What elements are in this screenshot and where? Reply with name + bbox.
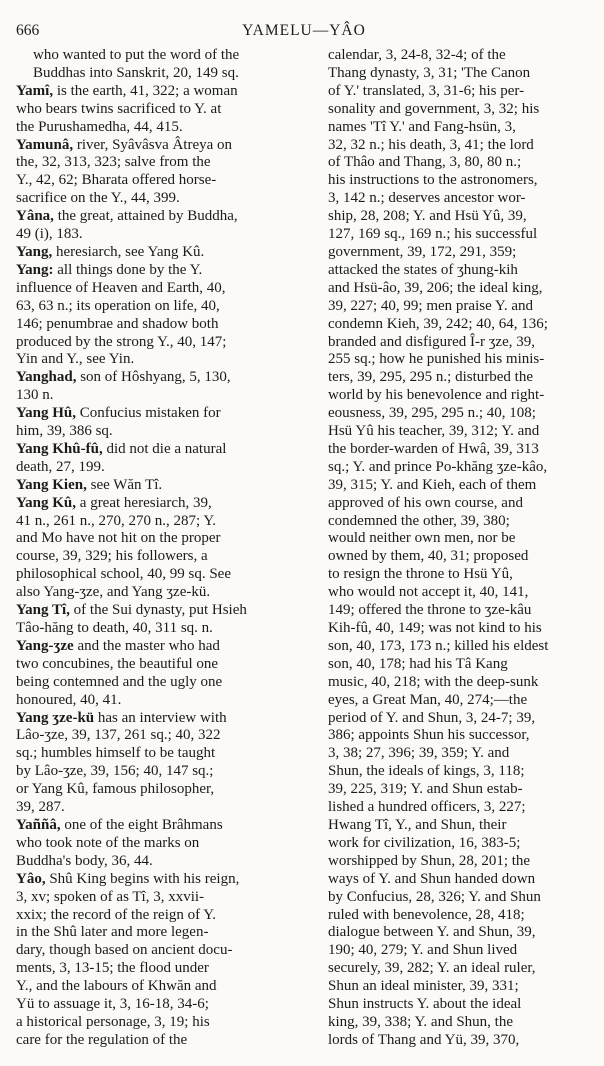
entry-line: by Confucius, 28, 326; Y. and Shun bbox=[328, 888, 541, 905]
entry-text: honoured, 40, 41. bbox=[16, 691, 122, 708]
entry-line: condemned the other, 39, 380; bbox=[328, 512, 510, 529]
index-entry bbox=[16, 405, 297, 441]
entry-line: 3, 38; 27, 396; 39, 359; Y. and bbox=[328, 745, 510, 762]
entry-text: being contemned and the ugly one bbox=[16, 673, 223, 690]
entry-line: to resign the throne to Hsü Yû, bbox=[328, 566, 513, 583]
entry-headword: Yaññâ, bbox=[16, 816, 61, 833]
entry-headword: Yang Hû, bbox=[16, 405, 77, 422]
entry-line: who would not accept it, 40, 141, bbox=[328, 584, 529, 601]
entry-line: king, 39, 338; Y. and Shun, the bbox=[328, 1013, 514, 1030]
page-number: 666 bbox=[16, 22, 40, 39]
index-entry bbox=[16, 495, 297, 602]
entry-text: Y., and the labours of Khwăn and bbox=[16, 978, 217, 995]
entry-text: 41 n., 261 n., 270, 270 n., 287; Y. bbox=[16, 512, 217, 529]
entry-headword: Yang ʒze-kü bbox=[16, 709, 95, 726]
entry-text: and Mo have not hit on the proper bbox=[16, 530, 221, 547]
entry-line: son, 40, 173, 173 n.; killed his eldest bbox=[328, 637, 549, 654]
entry-text: who wanted to put the word of the bbox=[33, 47, 240, 63]
entry-text: all things done by the Y. bbox=[53, 261, 203, 278]
entry-line: lished a hundred officers, 3, 227; bbox=[328, 799, 526, 816]
entry-line: Hsü Yû his teacher, 39, 312; Y. and bbox=[328, 423, 540, 440]
index-entry bbox=[16, 602, 297, 638]
entry-text: 130 n. bbox=[16, 387, 54, 404]
entry-headword: Yang-ʒze bbox=[16, 637, 74, 654]
entry-text: course, 39, 329; his followers, a bbox=[16, 548, 208, 565]
entry-line: 39, 227; 40, 99; men praise Y. and bbox=[328, 297, 533, 314]
entry-headword: Yâo, bbox=[16, 870, 46, 887]
entry-text: is the earth, 41, 322; a woman bbox=[53, 82, 238, 99]
entry-line: ruled with benevolence, 28, 418; bbox=[328, 906, 525, 923]
entry-text: a great heresiarch, 39, bbox=[76, 494, 212, 511]
entry-headword: Yamî, bbox=[16, 82, 54, 99]
entry-line: dialogue between Y. and Shun, 39, bbox=[328, 924, 536, 941]
entry-line: 127, 169 sq., 169 n.; his successful bbox=[328, 226, 538, 243]
entry-headword: Yang Tî, bbox=[16, 602, 70, 619]
entry-text: a historical personage, 3, 19; his bbox=[16, 1013, 210, 1030]
entry-line: Thang dynasty, 3, 31; 'The Canon bbox=[328, 64, 531, 81]
entry-line: world by his benevolence and right- bbox=[328, 387, 545, 404]
entry-line: would neither own men, nor be bbox=[328, 530, 516, 547]
entry-text: Confucius mistaken for bbox=[76, 405, 221, 422]
entry-text: influence of Heaven and Earth, 40, bbox=[16, 279, 226, 296]
entry-line: period of Y. and Shun, 3, 24-7; 39, bbox=[328, 709, 536, 726]
entry-text: one of the eight Brâhmans bbox=[60, 816, 223, 833]
entry-text: philosophical school, 40, 99 sq. See bbox=[16, 566, 231, 583]
entry-line: Shun an ideal minister, 39, 331; bbox=[328, 978, 519, 995]
entry-text: has an interview with bbox=[94, 709, 227, 726]
entry-line: 255 sq.; how he punished his minis- bbox=[328, 351, 545, 368]
entry-line: securely, 39, 282; Y. an ideal ruler, bbox=[328, 960, 536, 977]
entry-headword: Yang Kû, bbox=[16, 494, 77, 511]
entry-line: Shun instructs Y. about the ideal bbox=[328, 996, 522, 1013]
entry-headword: Yang Kien, bbox=[16, 476, 87, 493]
entry-text: ments, 3, 13-15; the flood under bbox=[16, 960, 209, 977]
entry-line: his instructions to the astronomers, bbox=[328, 172, 538, 189]
page-header bbox=[16, 22, 592, 42]
entry-line: and Hsü-âo, 39, 206; the ideal king, bbox=[328, 279, 543, 296]
entry-text: Buddhas into Sanskrit, 20, 149 sq. bbox=[33, 64, 239, 81]
index-entry-continuation bbox=[311, 47, 592, 1050]
entry-line: sonality and government, 3, 32; his bbox=[328, 100, 540, 117]
entry-line: work for civilization, 16, 383-5; bbox=[328, 834, 521, 851]
entry-text: who took note of the marks on bbox=[16, 834, 200, 851]
entry-line: worshipped by Shun, 28, 201; the bbox=[328, 852, 531, 869]
entry-text: 49 (i), 183. bbox=[16, 226, 83, 243]
entry-text: Y., 42, 62; Bharata offered horse- bbox=[16, 172, 217, 189]
entry-text: and the master who had bbox=[73, 637, 220, 654]
entry-line: of Thâo and Thang, 3, 80, 80 n.; bbox=[328, 154, 522, 171]
entry-line: ways of Y. and Shun handed down bbox=[328, 870, 536, 887]
entry-text: Shû King begins with his reign, bbox=[45, 870, 240, 887]
entry-line: son, 40, 178; had his Tâ Kang bbox=[328, 655, 508, 672]
index-entry bbox=[16, 83, 297, 137]
entry-text: two concubines, the beautiful one bbox=[16, 655, 219, 672]
entry-line: lords of Thang and Yü, 39, 370, bbox=[328, 1031, 520, 1048]
entry-line: 3, 142 n.; deserves ancestor wor- bbox=[328, 190, 526, 207]
entry-text: dary, though based on ancient docu- bbox=[16, 942, 233, 959]
entry-line: names 'Tî Y.' and Fang-hsün, 3, bbox=[328, 118, 516, 135]
entry-line: 39, 315; Y. and Kieh, each of them bbox=[328, 476, 537, 493]
entry-line: approved of his own course, and bbox=[328, 494, 523, 511]
entry-text: death, 27, 199. bbox=[16, 458, 105, 475]
left-column bbox=[16, 47, 297, 1050]
running-head: YAMELU—YÂO bbox=[242, 22, 366, 39]
index-entry bbox=[16, 817, 297, 871]
entry-line: owned by them, 40, 31; proposed bbox=[328, 548, 529, 565]
index-entry bbox=[16, 137, 297, 209]
entry-text: sacrifice on the Y., 44, 399. bbox=[16, 190, 180, 207]
entry-text: son of Hôshyang, 5, 130, bbox=[76, 369, 231, 386]
entry-line: government, 39, 172, 291, 359; bbox=[328, 243, 517, 260]
entry-text: see Wăn Tî. bbox=[86, 476, 163, 493]
entry-text: produced by the strong Y., 40, 147; bbox=[16, 333, 227, 350]
entry-line: condemn Kieh, 39, 242; 40, 64, 136; bbox=[328, 315, 548, 332]
entry-text: did not die a natural bbox=[102, 440, 227, 457]
entry-line: the border-warden of Hwâ, 39, 313 bbox=[328, 440, 539, 457]
entry-line: eousness, 39, 295, 295 n.; 40, 108; bbox=[328, 405, 536, 422]
entry-line: Shun, the ideals of kings, 3, 118; bbox=[328, 763, 525, 780]
entry-text: who bears twins sacrificed to Y. at bbox=[16, 100, 222, 117]
entry-line: 149; offered the throne to ʒze-kâu bbox=[328, 602, 532, 619]
entry-line: eyes, a Great Man, 40, 274;—the bbox=[328, 691, 528, 708]
entry-text: river, Syâvâsva Âtreya on bbox=[73, 136, 233, 153]
entry-text: the great, attained by Buddha, bbox=[53, 208, 238, 225]
entry-text: heresiarch, see Yang Kû. bbox=[52, 243, 205, 260]
right-column bbox=[311, 47, 592, 1050]
entry-text: also Yang-ʒze, and Yang ʒze-kü. bbox=[16, 584, 211, 601]
index-columns bbox=[16, 47, 592, 1050]
entry-line: branded and disfigured Î-r ʒze, 39, bbox=[328, 333, 535, 350]
entry-line: ters, 39, 295, 295 n.; disturbed the bbox=[328, 369, 533, 386]
index-entry bbox=[16, 710, 297, 817]
entry-text: Buddha's body, 36, 44. bbox=[16, 852, 153, 869]
index-entry bbox=[16, 208, 297, 244]
index-entry bbox=[16, 262, 297, 369]
entry-text: xxix; the record of the reign of Y. bbox=[16, 906, 216, 923]
entry-text: 3, xv; spoken of as Tî, 3, xxvii- bbox=[16, 888, 205, 905]
index-entry bbox=[16, 369, 297, 405]
entry-text: Lâo-ʒze, 39, 137, 261 sq.; 40, 322 bbox=[16, 727, 221, 744]
entry-line: Hwang Tî, Y., and Shun, their bbox=[328, 816, 507, 833]
entry-headword: Yanghad, bbox=[16, 369, 77, 386]
entry-line: 32, 32 n.; his death, 3, 41; the lord bbox=[328, 136, 534, 153]
entry-headword: Yamunâ, bbox=[16, 136, 74, 153]
index-entry bbox=[16, 638, 297, 710]
entry-text: in the Shû later and more legen- bbox=[16, 924, 209, 941]
entry-text: Tâo-hăng to death, 40, 311 sq. n. bbox=[16, 620, 213, 636]
index-entry bbox=[16, 871, 297, 1050]
entry-text: or Yang Kû, famous philosopher, bbox=[16, 781, 215, 798]
entry-text: 39, 287. bbox=[16, 799, 65, 816]
entry-text: the Purushamedha, 44, 415. bbox=[16, 118, 183, 135]
entry-line: sq.; Y. and prince Po-khăng ʒze-kâo, bbox=[328, 458, 548, 475]
entry-line: 386; appoints Shun his successor, bbox=[328, 727, 530, 744]
entry-text: the, 32, 313, 323; salve from the bbox=[16, 154, 211, 171]
entry-text: sq.; humbles himself to be taught bbox=[16, 745, 216, 762]
index-entry bbox=[16, 477, 297, 495]
entry-text: 63, 63 n.; its operation on life, 40, bbox=[16, 297, 220, 314]
entry-line: music, 40, 218; with the deep-sunk bbox=[328, 673, 539, 690]
entry-headword: Yang Khû-fû, bbox=[16, 440, 103, 457]
entry-line: of Y.' translated, 3, 31-6; his per- bbox=[328, 82, 525, 99]
entry-text: 146; penumbrae and shadow both bbox=[16, 315, 219, 332]
entry-headword: Yâna, bbox=[16, 208, 54, 225]
entry-line: ship, 28, 208; Y. and Hsü Yû, 39, bbox=[328, 208, 527, 225]
entry-line: calendar, 3, 24-8, 32-4; of the bbox=[328, 47, 506, 63]
entry-line: 39, 225, 319; Y. and Shun estab- bbox=[328, 781, 523, 798]
entry-text: Yü to assuage it, 3, 16-18, 34-6; bbox=[16, 996, 209, 1013]
index-entry bbox=[16, 244, 297, 262]
index-entry bbox=[16, 441, 297, 477]
entry-headword: Yang: bbox=[16, 261, 54, 278]
entry-text: of the Sui dynasty, put Hsieh bbox=[69, 602, 247, 619]
entry-text: by Lâo-ʒze, 39, 156; 40, 147 sq.; bbox=[16, 763, 214, 780]
index-entry bbox=[16, 47, 297, 83]
entry-text: Yin and Y., see Yin. bbox=[16, 351, 135, 368]
entry-headword: Yang, bbox=[16, 243, 53, 260]
entry-text: care for the regulation of the bbox=[16, 1031, 188, 1048]
entry-text: him, 39, 386 sq. bbox=[16, 423, 113, 440]
entry-line: attacked the states of ʒhung-kih bbox=[328, 261, 518, 278]
entry-line: 190; 40, 279; Y. and Shun lived bbox=[328, 942, 518, 959]
entry-line: Kih-fû, 40, 149; was not kind to his bbox=[328, 620, 542, 636]
